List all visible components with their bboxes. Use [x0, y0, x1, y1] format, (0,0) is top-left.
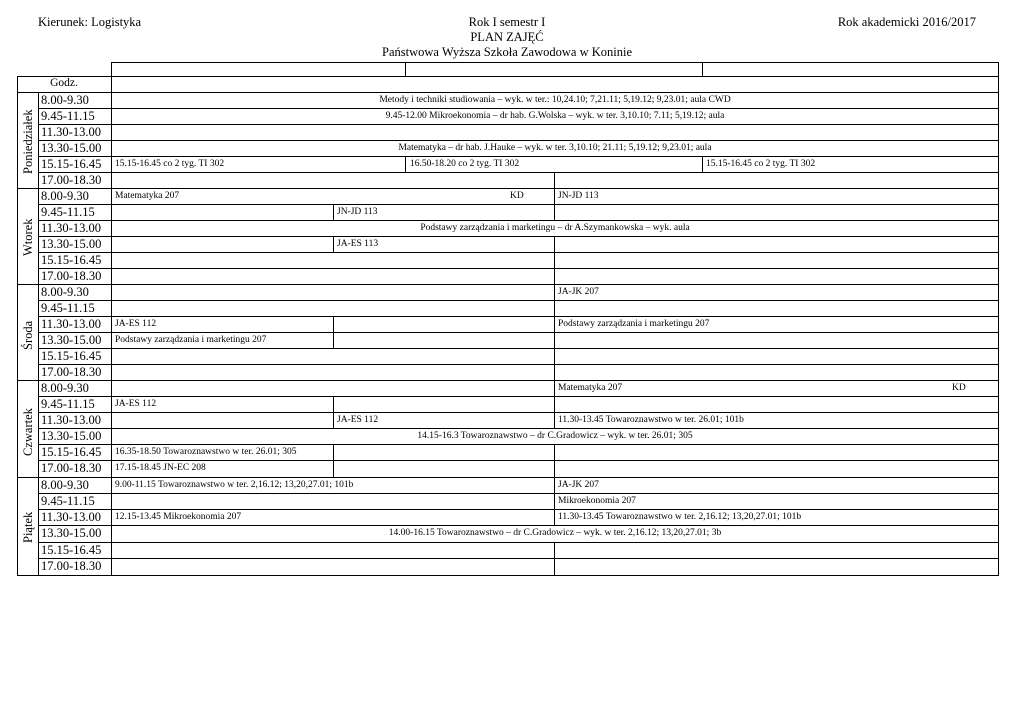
class-entry: 14.00-16.15 Towaroznawstwo – dr C.Gradowicz – wyk. w ter. 2,16.12; 13,20,27.01; 3b — [388, 528, 722, 538]
class-entry: Matematyka – dr hab. J.Hauke – wyk. w ter. 3,10.10; 21.11; 5,19.12; 9,23.01; aula — [398, 143, 712, 153]
time-slot: 13.30-15.00 — [41, 237, 102, 251]
time-slot: 15.15-16.45 — [41, 445, 102, 459]
time-slot: 17.00-18.30 — [41, 269, 102, 283]
class-entry: 14.15-16.3 Towaroznawstwo – dr C.Gradowicz – wyk. w ter. 26.01; 305 — [417, 431, 693, 441]
program-label: Kierunek: Logistyka — [38, 15, 142, 29]
time-slot: 13.30-15.00 — [41, 526, 102, 540]
class-entry: JN-JD 113 — [337, 207, 378, 217]
time-slot: 13.30-15.00 — [41, 429, 102, 443]
class-entry: JA-JK 207 — [558, 480, 599, 490]
school-name: Państwowa Wyższa Szkoła Zawodowa w Koninie — [382, 45, 632, 59]
time-slot: 9.45-11.15 — [41, 494, 95, 508]
class-entry: JA-ES 113 — [337, 239, 379, 249]
class-entry: 15.15-16.45 co 2 tyg. TI 302 — [115, 159, 225, 169]
class-entry: Podstawy zarządzania i marketingu 207 — [115, 335, 267, 345]
day-label-tuesday: Wtorek — [21, 218, 35, 256]
class-entry: 15.15-16.45 co 2 tyg. TI 302 — [706, 159, 816, 169]
time-slot: 17.00-18.30 — [41, 559, 102, 573]
time-slot: 9.45-11.15 — [41, 301, 95, 315]
time-slot: 15.15-16.45 — [41, 157, 102, 171]
class-entry: 11.30-13.45 Towaroznawstwo w ter. 2,16.12; 13,20,27.01; 101b — [558, 512, 802, 522]
class-entry-note: KD — [952, 383, 966, 393]
class-entry: Matematyka 207 — [115, 191, 180, 201]
class-entry: 11.30-13.45 Towaroznawstwo w ter. 26.01; 101b — [558, 415, 744, 425]
time-slot: 8.00-9.30 — [41, 381, 89, 395]
time-slot: 15.15-16.45 — [41, 543, 102, 557]
time-slot: 17.00-18.30 — [41, 461, 102, 475]
year-semester: Rok I semestr I — [468, 15, 546, 29]
class-entry: 16.50-18.20 co 2 tyg. TI 302 — [410, 159, 520, 169]
day-label-wednesday: Środa — [21, 320, 35, 350]
time-slot: 11.30-13.00 — [41, 125, 101, 139]
time-slot: 13.30-15.00 — [41, 141, 102, 155]
class-entry: 9.45-12.00 Mikroekonomia – dr hab. G.Wolska – wyk. w ter. 3,10.10; 7.11; 5,19.12; aula — [385, 111, 725, 121]
time-slot: 11.30-13.00 — [41, 413, 101, 427]
time-slot: 11.30-13.00 — [41, 221, 101, 235]
time-slot: 9.45-11.15 — [41, 397, 95, 411]
class-entry: JN-JD 113 — [558, 191, 599, 201]
day-label-monday: Poniedziałek — [21, 109, 35, 174]
class-entry-note: KD — [510, 191, 524, 201]
time-slot: 9.45-11.15 — [41, 205, 95, 219]
time-slot: 17.00-18.30 — [41, 365, 102, 379]
time-slot: 8.00-9.30 — [41, 478, 89, 492]
class-entry: Podstawy zarządzania i marketingu 207 — [558, 319, 710, 329]
time-slot: 9.45-11.15 — [41, 109, 95, 123]
class-entry: Metody i techniki studiowania – wyk. w ter.: 10,24.10; 7,21.11; 5,19.12; 9,23.01; aula CWD — [379, 95, 731, 105]
day-label-friday: Piątek — [21, 511, 35, 543]
class-entry: 17.15-18.45 JN-EC 208 — [115, 463, 206, 473]
time-slot: 13.30-15.00 — [41, 333, 102, 347]
class-entry: JA-ES 112 — [115, 399, 157, 409]
class-entry: 16.35-18.50 Towaroznawstwo w ter. 26.01; 305 — [115, 447, 297, 457]
hours-column-header: Godz. — [50, 77, 78, 89]
time-slot: 8.00-9.30 — [41, 189, 89, 203]
class-entry: Matematyka 207 — [558, 383, 623, 393]
plan-title: PLAN ZAJĘĆ — [470, 30, 544, 44]
day-label-thursday: Czwartek — [21, 408, 35, 456]
time-slot: 17.00-18.30 — [41, 173, 102, 187]
class-entry: 12.15-13.45 Mikroekonomia 207 — [115, 512, 242, 522]
class-entry: 9.00-11.15 Towaroznawstwo w ter. 2,16.12; 13,20,27.01; 101b — [115, 480, 354, 490]
time-slot: 15.15-16.45 — [41, 253, 102, 267]
time-slot: 15.15-16.45 — [41, 349, 102, 363]
class-entry: Podstawy zarządzania i marketingu – dr A.Szymankowska – wyk. aula — [420, 223, 690, 233]
class-entry: JA-ES 112 — [115, 319, 157, 329]
academic-year: Rok akademicki 2016/2017 — [837, 15, 976, 29]
class-entry: JA-ES 112 — [337, 415, 379, 425]
time-slot: 11.30-13.00 — [41, 510, 101, 524]
time-slot: 8.00-9.30 — [41, 285, 89, 299]
class-entry: Mikroekonomia 207 — [558, 496, 636, 506]
time-slot: 8.00-9.30 — [41, 93, 89, 107]
time-slot: 11.30-13.00 — [41, 317, 101, 331]
class-entry: JA-JK 207 — [558, 287, 599, 297]
